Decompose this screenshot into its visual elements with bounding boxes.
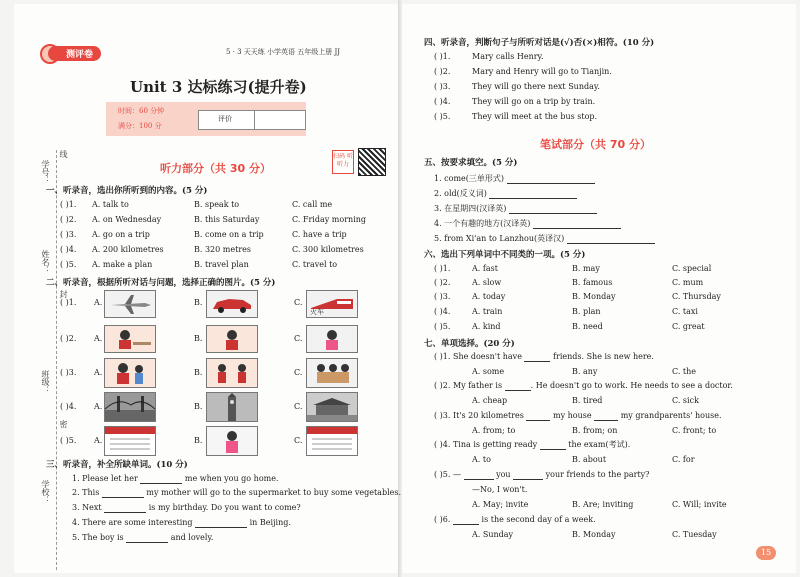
q6-row3-a: A. today xyxy=(472,292,506,301)
q2-row2-num[interactable]: ( )2. xyxy=(60,334,77,343)
q6-row3-num[interactable]: ( )3. xyxy=(434,292,451,301)
calendar-c-picture[interactable] xyxy=(306,426,358,456)
q4-row5-num[interactable]: ( )5. xyxy=(434,112,451,121)
q6-row2-c: C. mum xyxy=(672,278,704,287)
q2-row1-a: A. xyxy=(94,298,103,307)
q7-item2-b: B. tired xyxy=(572,396,603,405)
q1-row3-c: C. have a trip xyxy=(292,230,347,239)
side-mark-seal: 封 xyxy=(59,290,68,298)
q3-line5: 5. The boy is and lovely. xyxy=(72,533,214,542)
q7-item1-stem: ( )1. She doesn't have friends. She is new here. xyxy=(434,352,654,361)
q2-row1-b: B. xyxy=(194,298,203,307)
q4-row1-text: Mary calls Henry. xyxy=(472,52,544,61)
q7-item4-a: A. to xyxy=(472,455,491,464)
q5-blank2[interactable] xyxy=(489,190,577,199)
q2-row5-num[interactable]: ( )5. xyxy=(60,436,77,445)
q6-row4-a: A. train xyxy=(472,307,503,316)
q7-item3-a: A. from; to xyxy=(472,426,516,435)
q2-row3-num[interactable]: ( )3. xyxy=(60,368,77,377)
palace-picture[interactable] xyxy=(306,392,358,422)
q2-row2-c: C. xyxy=(294,334,303,343)
q6-row3-b: B. Monday xyxy=(572,292,616,301)
q1-row4-c: C. 300 kilometres xyxy=(292,245,364,254)
q1-row2-b: B. this Saturday xyxy=(194,215,260,224)
side-mark-line: 线 xyxy=(59,150,68,158)
q6-row1-c: C. special xyxy=(672,264,712,273)
side-label-student-id: 学号： xyxy=(41,160,50,184)
q5-line5: 5. from Xi'an to Lanzhou(英译汉) xyxy=(434,234,655,244)
q6-row1-num[interactable]: ( )1. xyxy=(434,264,451,273)
q2-row2-a: A. xyxy=(94,334,103,343)
q6-heading: 六、选出下列单词中不同类的一项。(5 分) xyxy=(424,250,586,260)
clock-tower-picture[interactable] xyxy=(206,392,258,422)
q2-row4-c: C. xyxy=(294,402,303,411)
q1-row1-b: B. speak to xyxy=(194,200,240,209)
side-label-name: 姓名： xyxy=(41,250,50,274)
q6-row4-b: B. plan xyxy=(572,307,601,316)
q1-row1-num[interactable]: ( )1. xyxy=(60,200,77,209)
q4-row1-num[interactable]: ( )1. xyxy=(434,52,451,61)
q2-row5-b: B. xyxy=(194,436,203,445)
q1-row3-num[interactable]: ( )3. xyxy=(60,230,77,239)
q5-blank1[interactable] xyxy=(507,175,595,184)
q1-row4-a: A. 200 kilometres xyxy=(92,245,164,254)
q5-heading: 五、按要求填空。(5 分) xyxy=(424,158,518,168)
q2-row1-num[interactable]: ( )1. xyxy=(60,298,77,307)
q6-row4-c: C. taxi xyxy=(672,307,698,316)
q2-heading: 二、听录音，根据所听对话与问题，选择正确的图片。(5 分) xyxy=(46,278,276,288)
q1-heading: 一、听录音，选出你所听到的内容。(5 分) xyxy=(46,186,208,196)
q7-item5-blank1[interactable] xyxy=(464,471,494,480)
q6-row5-a: A. kind xyxy=(472,322,501,331)
q4-row2-num[interactable]: ( )2. xyxy=(434,67,451,76)
q2-row5-c: C. xyxy=(294,436,303,445)
q1-row4-num[interactable]: ( )4. xyxy=(60,245,77,254)
q1-row2-num[interactable]: ( )2. xyxy=(60,215,77,224)
q5-line3: 3. 在星期四(汉译英) xyxy=(434,204,597,214)
children-picture[interactable] xyxy=(206,358,258,388)
q2-row3-b: B. xyxy=(194,368,203,377)
q6-row2-a: A. slow xyxy=(472,278,502,287)
q4-row3-num[interactable]: ( )3. xyxy=(434,82,451,91)
q1-row1-c: C. call me xyxy=(292,200,333,209)
q7-item6-c: C. Tuesday xyxy=(672,530,717,539)
q7-item1-blank[interactable] xyxy=(524,353,550,362)
q6-row3-c: C. Thursday xyxy=(672,292,721,301)
qr-hint: 扫码 听听力 xyxy=(332,150,354,174)
q3-line3: 3. Next is my birthday. Do you want to come? xyxy=(72,503,301,512)
q7-item5-c: C. Will; invite xyxy=(672,500,727,509)
time-info: 时间：60 分钟 xyxy=(118,107,165,115)
q2-row5-a: A. xyxy=(94,436,103,445)
q6-row2-num[interactable]: ( )2. xyxy=(434,278,451,287)
q7-item4-b: B. about xyxy=(572,455,607,464)
q7-item6-b: B. Monday xyxy=(572,530,616,539)
q5-line1: 1. come(三单形式) xyxy=(434,174,595,184)
q2-row3-c: C. xyxy=(294,368,303,377)
q6-row5-b: B. need xyxy=(572,322,603,331)
q1-row5-num[interactable]: ( )5. xyxy=(60,260,77,269)
girl-b-picture[interactable] xyxy=(206,426,258,456)
q7-heading: 七、单项选择。(20 分) xyxy=(424,339,515,349)
q7-item2-a: A. cheap xyxy=(472,396,508,405)
q1-row5-c: C. travel to xyxy=(292,260,338,269)
q7-item5-blank2[interactable] xyxy=(513,471,543,480)
q7-item3-blank1[interactable] xyxy=(526,412,550,421)
q3-line4: 4. There are some interesting in Beijing. xyxy=(72,518,291,527)
page-title: Unit 3 达标练习(提升卷) xyxy=(130,78,307,96)
q3-blank2[interactable] xyxy=(102,489,144,498)
q4-row4-text: They will go on a trip by train. xyxy=(472,97,596,106)
q7-item5-a: A. May; invite xyxy=(472,500,529,509)
q7-item2-c: C. sick xyxy=(672,396,699,405)
girl-picture[interactable] xyxy=(104,358,156,388)
q6-row1-a: A. fast xyxy=(472,264,498,273)
q5-blank3[interactable] xyxy=(509,205,597,214)
boy-reading-picture[interactable] xyxy=(306,325,358,353)
q7-item1-b: B. any xyxy=(572,367,598,376)
girl-phone-picture[interactable] xyxy=(206,325,258,353)
q3-line1: 1. Please let her me when you go home. xyxy=(72,474,279,483)
writing-section-title: 笔试部分（共 70 分） xyxy=(540,138,651,151)
q7-item6-blank[interactable] xyxy=(453,516,479,525)
q4-row5-text: They will meet at the bus stop. xyxy=(472,112,598,121)
q2-row4-b: B. xyxy=(194,402,203,411)
q4-heading: 四、听录音，判断句子与所听对话是(√)否(×)相符。(10 分) xyxy=(424,38,655,48)
q7-item3-c: C. front; to xyxy=(672,426,717,435)
q7-item4-stem: ( )4. Tina is getting ready the exam(考试). xyxy=(434,440,631,449)
header-info: 5 · 3 天天练 小学英语 五年级上册 JJ xyxy=(226,48,341,56)
q3-line2: 2. This my mother will go to the supermarket to buy some vegetables. xyxy=(72,488,402,497)
q7-item6-stem: ( )6. is the second day of a week. xyxy=(434,515,596,524)
q2-row3-a: A. xyxy=(94,368,103,377)
q7-item4-c: C. for xyxy=(672,455,695,464)
eval-input[interactable] xyxy=(254,110,306,130)
q1-row2-a: A. on Wednesday xyxy=(92,215,162,224)
airplane-picture[interactable] xyxy=(104,290,156,318)
side-label-class: 班级： xyxy=(41,370,50,394)
q2-row1-c: C. xyxy=(294,298,303,307)
q1-row2-c: C. Friday morning xyxy=(292,215,367,224)
q7-item4-blank[interactable] xyxy=(540,441,566,450)
q6-row1-b: B. may xyxy=(572,264,600,273)
q4-row2-text: Mary and Henry will go to Tianjin. xyxy=(472,67,612,76)
q5-blank4[interactable] xyxy=(533,220,621,229)
binding-line xyxy=(56,150,57,570)
q6-row4-num[interactable]: ( )4. xyxy=(434,307,451,316)
q1-row1-a: A. talk to xyxy=(92,200,129,209)
brand-badge: 测评卷 xyxy=(48,46,101,61)
train-tag: 火车 xyxy=(310,308,324,316)
q7-item3-blank2[interactable] xyxy=(594,412,618,421)
q7-item3-b: B. from; on xyxy=(572,426,618,435)
car-picture[interactable] xyxy=(206,290,258,318)
q1-row5-a: A. make a plan xyxy=(92,260,153,269)
q5-blank5[interactable] xyxy=(567,235,655,244)
q3-blank3[interactable] xyxy=(104,504,146,513)
q7-item6-a: A. Sunday xyxy=(472,530,514,539)
qr-code-icon[interactable] xyxy=(358,148,386,176)
q7-item5-b: B. Are; inviting xyxy=(572,500,634,509)
calendar-a-picture[interactable] xyxy=(104,426,156,456)
q2-row4-a: A. xyxy=(94,402,103,411)
q1-row3-a: A. go on a trip xyxy=(92,230,150,239)
bridge-picture[interactable] xyxy=(104,392,156,422)
q3-blank5[interactable] xyxy=(126,534,168,543)
q6-row5-c: C. great xyxy=(672,322,705,331)
q5-line2: 2. old(反义词) xyxy=(434,189,577,199)
family-picture[interactable] xyxy=(306,358,358,388)
side-mark-secret: 密 xyxy=(59,420,68,428)
side-label-school: 学校： xyxy=(41,480,50,504)
q6-row5-num[interactable]: ( )5. xyxy=(434,322,451,331)
q7-item2-stem: ( )2. My father is . He doesn't go to work. He needs to see a doctor. xyxy=(434,381,733,390)
q4-row4-num[interactable]: ( )4. xyxy=(434,97,451,106)
q2-row2-b: B. xyxy=(194,334,203,343)
q7-item5-stem: ( )5. — you your friends to the party? xyxy=(434,470,650,479)
q6-row2-b: B. famous xyxy=(572,278,613,287)
q3-heading: 三、听录音，补全所缺单词。(10 分) xyxy=(46,460,188,470)
q4-row3-text: They will go there next Sunday. xyxy=(472,82,600,91)
q3-blank1[interactable] xyxy=(140,475,182,484)
q7-item5-answer: —No, I won't. xyxy=(472,485,528,494)
q2-row4-num[interactable]: ( )4. xyxy=(60,402,77,411)
score-info: 满分：100 分 xyxy=(118,122,162,130)
q7-item3-stem: ( )3. It's 20 kilometres my house my grandparents' house. xyxy=(434,411,722,420)
q7-item1-a: A. some xyxy=(472,367,505,376)
q1-row4-b: B. 320 metres xyxy=(194,245,251,254)
q7-item2-blank[interactable] xyxy=(505,382,531,391)
page-number: 15 xyxy=(756,546,776,560)
q3-blank4[interactable] xyxy=(195,519,247,528)
q5-line4: 4. 一个有趣的地方(汉译英) xyxy=(434,219,621,229)
q7-item1-c: C. the xyxy=(672,367,697,376)
q1-row5-b: B. travel plan xyxy=(194,260,249,269)
boy-at-desk-picture[interactable] xyxy=(104,325,156,353)
q1-row3-b: B. come on a trip xyxy=(194,230,264,239)
listening-section-title: 听力部分（共 30 分） xyxy=(160,162,271,175)
eval-label: 评价 xyxy=(218,115,232,123)
